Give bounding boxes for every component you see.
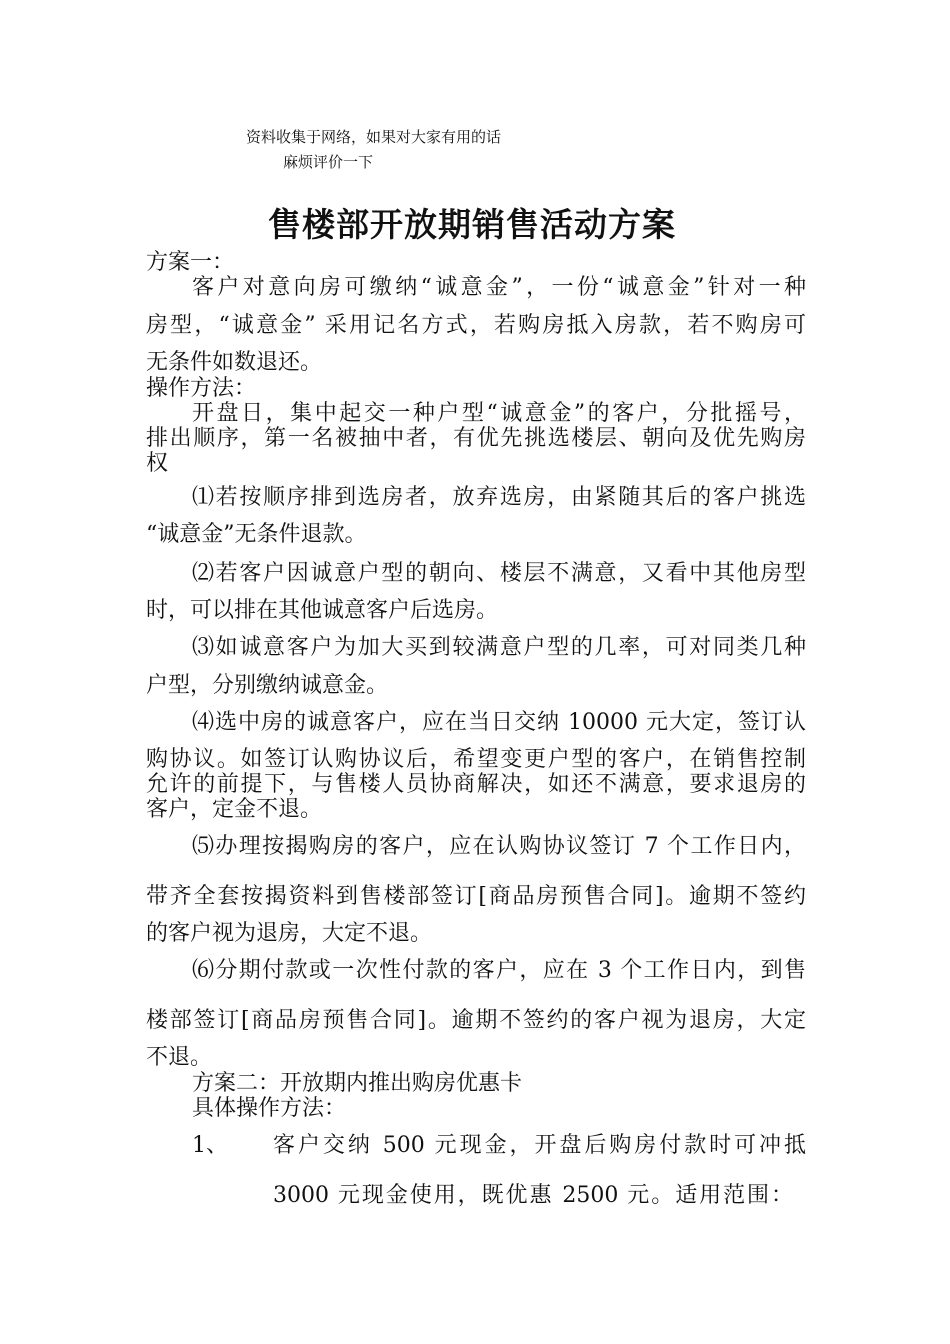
document-title: 售楼部开放期销售活动方案 — [268, 205, 676, 244]
plan2-heading: 方案二：开放期内推出购房优惠卡 — [192, 1071, 523, 1096]
header-note-line2: 麻烦评价一下 — [283, 153, 374, 171]
plan1-item6-line3: 不退。 — [146, 1045, 213, 1070]
plan1-method-line3: 权 — [146, 451, 169, 476]
plan1-method-line2: 排出顺序，第一名被抽中者，有优先挑选楼层、朝向及优先购房 — [146, 426, 806, 451]
plan2-list-item-line2: 3000 元现金使用，既优惠 2500 元。适用范围： — [273, 1183, 793, 1208]
plan1-item1-line2: “诚意金”无条件退款。 — [146, 522, 367, 547]
plan1-item4-line3: 允许的前提下，与售楼人员协商解决，如还不满意，要求退房的 — [146, 772, 806, 797]
plan1-item6-line1: ⑹分期付款或一次性付款的客户，应在 3 个工作日内，到售 — [192, 958, 806, 983]
header-note-line1: 资料收集于网络，如果对大家有用的话 — [246, 128, 502, 146]
plan1-item4-line4: 客户，定金不退。 — [146, 797, 323, 822]
plan1-item5-line2: 带齐全套按揭资料到售楼部签订[商品房预售合同]。逾期不签约 — [146, 884, 806, 909]
plan1-item5-line1: ⑸办理按揭购房的客户，应在认购协议签订 7 个工作日内， — [192, 834, 806, 859]
plan1-para-line3: 无条件如数退还。 — [146, 350, 323, 375]
plan1-item2-line1: ⑵若客户因诚意户型的朝向、楼层不满意，又看中其他房型 — [192, 561, 806, 586]
plan1-item4-line1: ⑷选中房的诚意客户，应在当日交纳 10000 元大定，签订认 — [192, 710, 806, 735]
plan1-item4-line2: 购协议。如签订认购协议后，希望变更户型的客户，在销售控制 — [146, 747, 806, 772]
plan1-item6-line2: 楼部签订[商品房预售合同]。逾期不签约的客户视为退房，大定 — [146, 1008, 806, 1033]
plan2-list-item-line1: 客户交纳 500 元现金，开盘后购房付款时可冲抵 — [273, 1133, 806, 1158]
plan2-method-heading: 具体操作方法： — [192, 1096, 347, 1121]
plan1-item1-line1: ⑴若按顺序排到选房者，放弃选房，由紧随其后的客户挑选 — [192, 485, 806, 510]
plan1-para-line2: 房型，“诚意金” 采用记名方式，若购房抵入房款，若不购房可 — [146, 313, 806, 338]
plan1-item2-line2: 时，可以排在其他诚意客户后选房。 — [146, 598, 499, 623]
plan1-item3-line2: 户型，分别缴纳诚意金。 — [146, 673, 389, 698]
plan2-list-number: 1、 — [192, 1133, 228, 1158]
plan1-item5-line3: 的客户视为退房，大定不退。 — [146, 921, 433, 946]
plan1-para-line1: 客户对意向房可缴纳“诚意金”，一份“诚意金”针对一种 — [192, 275, 806, 300]
plan1-method-heading: 操作方法： — [146, 376, 257, 401]
plan1-item3-line1: ⑶如诚意客户为加大买到较满意户型的几率，可对同类几种 — [192, 635, 806, 660]
plan1-heading: 方案一： — [146, 250, 235, 275]
plan1-method-line1: 开盘日，集中起交一种户型“诚意金”的客户，分批摇号， — [192, 401, 806, 426]
